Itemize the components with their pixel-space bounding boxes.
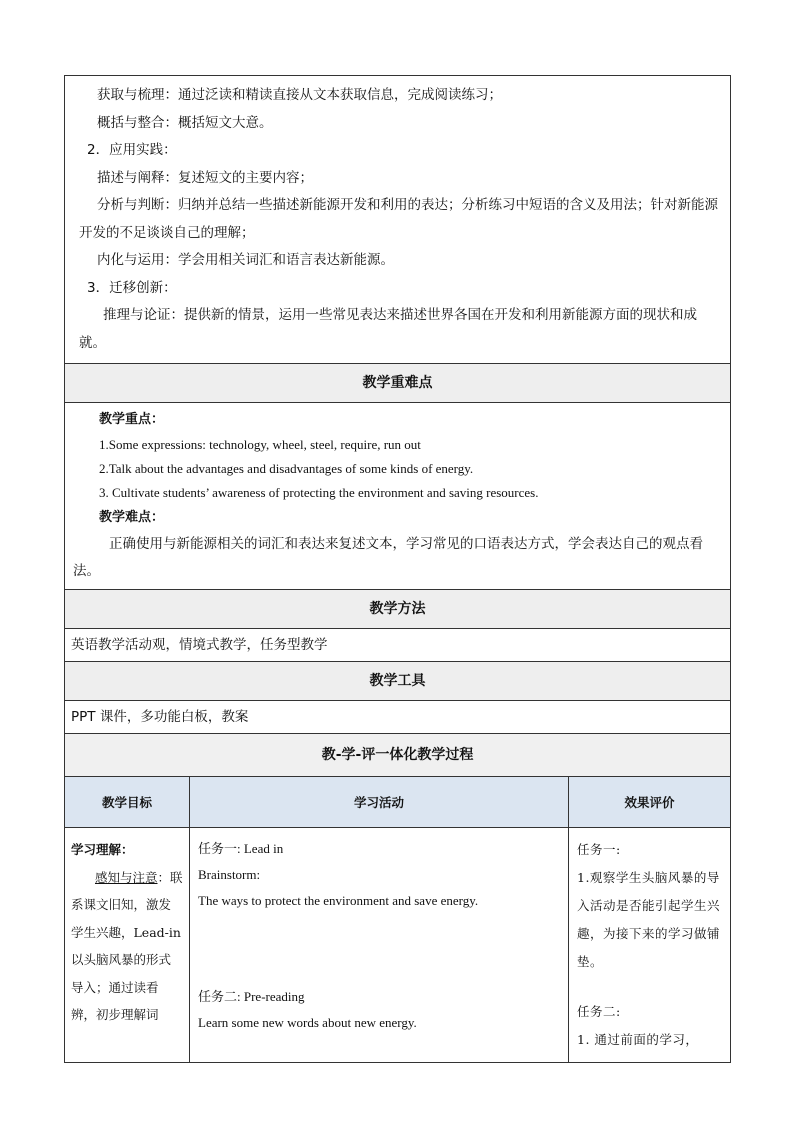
tools-section-title: 教学工具 bbox=[65, 662, 731, 701]
goal-label: 学习理解： bbox=[71, 842, 134, 857]
objective-heading: 2．应用实践： bbox=[87, 142, 177, 158]
key-point-item: 2.Talk about the advantages and disadvantages of some kinds of energy. bbox=[99, 461, 474, 476]
eval-task2-text: 1. 通过前面的学习， bbox=[577, 1032, 699, 1047]
focus-section-title: 教学重难点 bbox=[65, 364, 731, 403]
goal-cell bbox=[65, 828, 190, 1063]
objective-line: 推理与论证：提供新的情景，运用一些常见表达来描述世界各国在开发和利用新能源方面的现状和成就。 bbox=[79, 307, 697, 351]
objective-line: 内化与运用：学会用相关词汇和语言表达新能源。 bbox=[97, 252, 394, 268]
goal-text bbox=[71, 864, 183, 1029]
task1-line: Brainstorm: bbox=[198, 867, 261, 882]
task2-title: 任务二: Pre-reading bbox=[198, 989, 305, 1004]
objectives-cell bbox=[65, 76, 731, 364]
process-section-title: 教-学-评一体化教学过程 bbox=[65, 734, 731, 777]
lesson-plan-table bbox=[64, 75, 730, 1063]
eval-task2-title: 任务二: bbox=[577, 1004, 621, 1019]
goal-sublabel: 感知与注意 bbox=[95, 869, 158, 885]
eval-task1-title: 任务一: bbox=[577, 842, 621, 857]
activity-cell bbox=[190, 828, 569, 1063]
column-header-evaluation: 效果评价 bbox=[569, 777, 731, 828]
key-point-item: 1.Some expressions: technology, wheel, steel, require, run out bbox=[99, 437, 421, 452]
task1-line: The ways to protect the environment and save energy. bbox=[198, 893, 479, 908]
eval-task1-text: 1.观察学生头脑风暴的导入活动是否能引起学生兴趣，为接下来的学习做铺垫。 bbox=[577, 870, 721, 969]
tools-text: PPT 课件，多功能白板，教案 bbox=[65, 701, 731, 734]
goal-description: ：联系课文旧知，激发学生兴趣，Lead-in 以头脑风暴的形式导入；通过读看辨，初步理解词 bbox=[71, 869, 183, 1022]
task1-title: 任务一: Lead in bbox=[198, 841, 284, 856]
objective-heading: 3．迁移创新： bbox=[87, 279, 177, 296]
column-header-goal: 教学目标 bbox=[65, 777, 190, 828]
task2-line: Learn some new words about new energy. bbox=[198, 1015, 417, 1030]
key-points-label: 教学重点： bbox=[99, 412, 165, 427]
objective-line: 概括与整合：概括短文大意。 bbox=[97, 114, 273, 131]
objective-line: 获取与梳理：通过泛读和精读直接从文本获取信息，完成阅读练习； bbox=[97, 87, 502, 103]
difficult-points-text: 正确使用与新能源相关的词汇和表达来复述文本，学习常见的口语表达方式，学会表达自己的观点看法。 bbox=[73, 536, 703, 579]
objective-line: 描述与阐释：复述短文的主要内容； bbox=[97, 169, 313, 186]
evaluation-cell bbox=[569, 828, 731, 1063]
spacer bbox=[577, 976, 722, 998]
column-header-activity: 学习活动 bbox=[190, 777, 569, 828]
focus-cell bbox=[65, 403, 731, 590]
key-point-item: 3. Cultivate students’ awareness of protecting the environment and saving resources. bbox=[99, 485, 539, 500]
objective-line: 分析与判断：归纳并总结一些描述新能源开发和利用的表达；分析练习中短语的含义及用法；针对新能源开发的不足谈谈自己的理解； bbox=[79, 197, 718, 241]
methods-text: 英语教学活动观，情境式教学，任务型教学 bbox=[65, 629, 731, 662]
spacer bbox=[198, 914, 560, 984]
methods-section-title: 教学方法 bbox=[65, 590, 731, 629]
difficult-points-label: 教学难点： bbox=[99, 510, 165, 525]
